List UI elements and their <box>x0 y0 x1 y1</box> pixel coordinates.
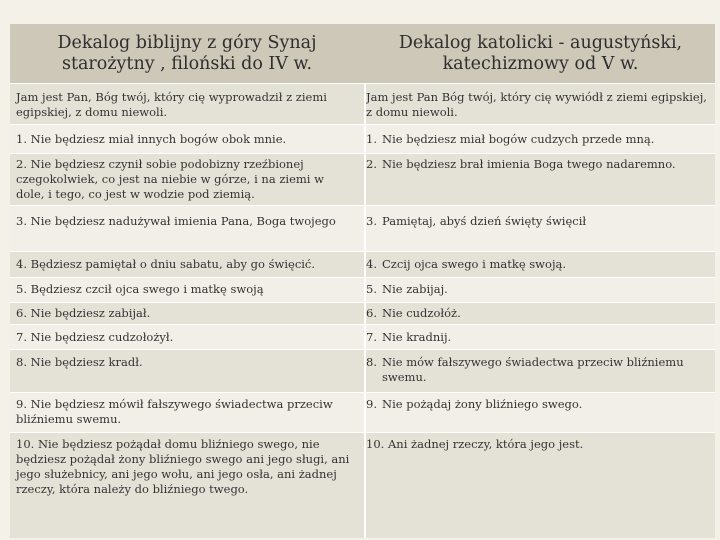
cell-biblical: 6. Nie będziesz zabijał. <box>16 306 151 320</box>
item-text: Pamiętaj, abyś dzień święty święcił <box>382 214 587 228</box>
cell-biblical: 7. Nie będziesz cudzołożył. <box>16 330 174 344</box>
item-number: 2. <box>366 157 377 171</box>
table-row <box>10 277 715 303</box>
item-number: 6. <box>366 306 377 320</box>
item-text: Nie pożądaj żony bliźniego swego. <box>382 397 583 411</box>
item-text: Czcij ojca swego i matkę swoją. <box>382 257 567 271</box>
table-row <box>10 205 715 252</box>
cell-catholic <box>366 214 711 229</box>
item-text: Nie kradnij. <box>382 330 452 344</box>
cell-catholic <box>366 330 711 345</box>
cell-catholic <box>366 257 711 272</box>
item-text: Nie cudzołóż. <box>382 306 461 320</box>
item-text: Ani żadnej rzeczy, która jego jest. <box>388 437 584 451</box>
cell-biblical: Jam jest Pan, Bóg twój, który cię wyprowadził z ziemi egipskiej, z domu niewoli. <box>16 90 327 119</box>
cell-catholic <box>366 437 711 452</box>
item-number: 4. <box>366 257 377 271</box>
cell-catholic <box>366 132 711 147</box>
table-row <box>10 251 715 278</box>
item-number: 8. <box>366 355 377 369</box>
table-row <box>10 324 715 350</box>
cell-catholic <box>366 157 711 172</box>
header-biblical-decalogue: Dekalog biblijny z góry Synaj starożytny , filoński do IV w. <box>57 32 317 74</box>
table-row <box>10 153 715 206</box>
cell-biblical: 4. Będziesz pamiętał o dniu sabatu, aby go święcić. <box>16 257 316 271</box>
cell-biblical: 10. Nie będziesz pożądał domu bliźniego swego, nie będziesz pożądał żony bliźniego swego ani jego sługi, ani jego służebnicy, ani jego wołu, ani jego osła, ani żadnej rzeczy, która należy do bliźniego twego. <box>16 437 350 496</box>
table-row <box>10 349 715 393</box>
table-row <box>10 302 715 325</box>
item-text: Nie będziesz miał bogów cudzych przede mną. <box>382 132 655 146</box>
item-text: Nie zabijaj. <box>382 282 448 296</box>
cell-biblical: 1. Nie będziesz miał innych bogów obok mnie. <box>16 132 287 146</box>
cell-biblical: 8. Nie będziesz kradł. <box>16 355 143 369</box>
cell-catholic: Jam jest Pan Bóg twój, który cię wywiódł z ziemi egipskiej, z domu niewoli. <box>366 90 707 119</box>
column-divider <box>364 83 366 538</box>
table-row <box>10 83 715 125</box>
item-number: 3. <box>366 214 377 228</box>
cell-biblical: 9. Nie będziesz mówił fałszywego świadectwa przeciw bliźniemu swemu. <box>16 397 333 426</box>
cell-catholic <box>366 306 711 321</box>
table-row <box>10 432 715 538</box>
cell-catholic <box>366 282 711 297</box>
cell-catholic <box>366 397 711 412</box>
cell-biblical: 2. Nie będziesz czynił sobie podobizny rzeźbionej czegokolwiek, co jest na niebie w górze, i na ziemi w dole, i tego, co jest w wodzie pod ziemią. <box>16 157 324 201</box>
cell-catholic <box>366 355 711 385</box>
cell-biblical: 3. Nie będziesz nadużywał imienia Pana, Boga twojego <box>16 214 336 228</box>
cell-biblical: 5. Będziesz czcił ojca swego i matkę swoją <box>16 282 264 296</box>
item-number: 5. <box>366 282 377 296</box>
table-row <box>10 124 715 154</box>
item-number: 9. <box>366 397 377 411</box>
header-catholic-decalogue: Dekalog katolicki - augustyński, katechizmowy od V w. <box>398 32 683 74</box>
item-text: Nie mów fałszywego świadectwa przeciw bliźniemu swemu. <box>382 355 684 384</box>
item-number: 7. <box>366 330 377 344</box>
item-number: 1. <box>366 132 377 146</box>
table-header <box>10 24 715 83</box>
slide <box>10 24 715 538</box>
item-number: 10. <box>366 437 385 451</box>
item-text: Nie będziesz brał imienia Boga twego nadaremno. <box>382 157 676 171</box>
table-row <box>10 392 715 433</box>
